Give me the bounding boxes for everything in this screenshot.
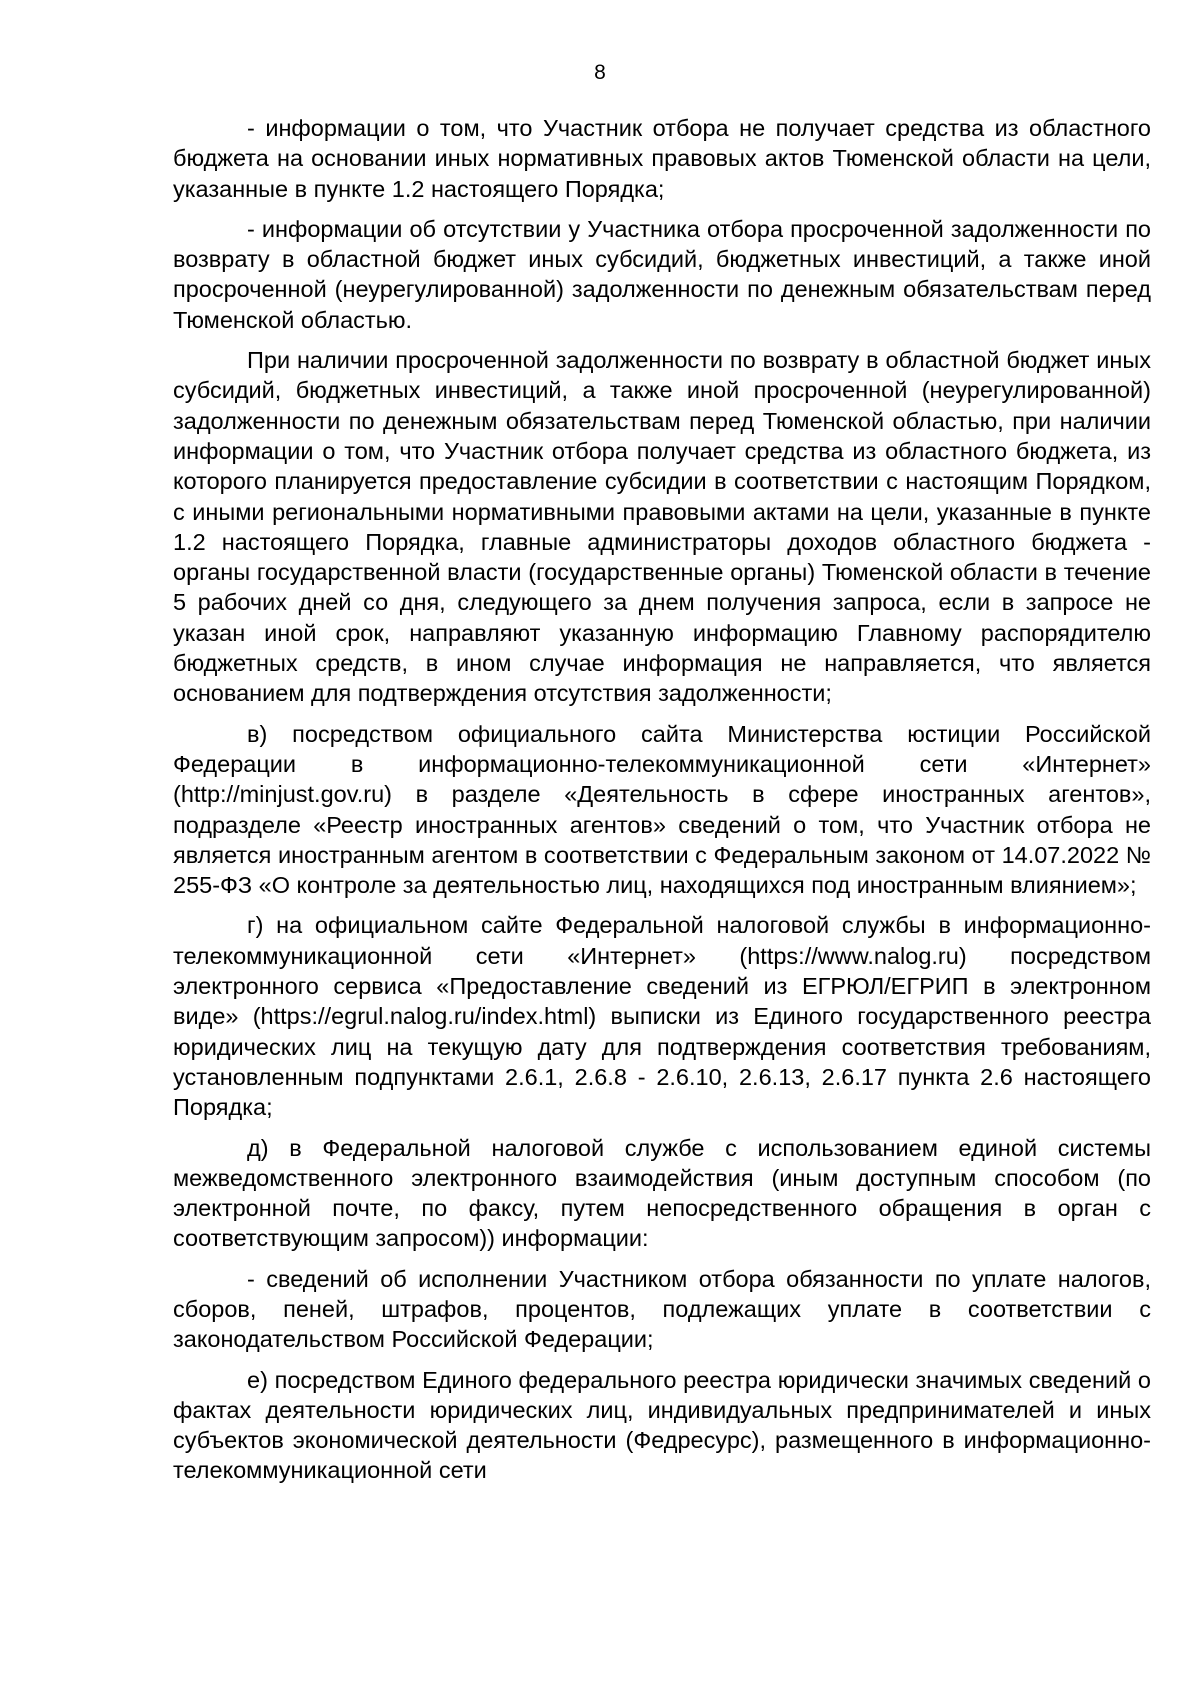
paragraph-item-e-fedresurs: е) посредством Единого федерального реестра юридически значимых сведений о фактах деятельности юридических лиц, индивидуальных предпринимателей и иных субъектов экономической деятельности (Федресурс), размещенного в информационно-телекоммуникационной сети — [173, 1366, 1151, 1484]
paragraph-info-no-overdue-debt: - информации об отсутствии у Участника отбора просроченной задолженности по возврату в областной бюджет иных субсидий, бюджетных инвестиций, а также иной просроченной (неурегулированной) задолженности по денежным обязательствам перед Тюменской областью. — [173, 215, 1151, 333]
page-number: 8 — [594, 61, 606, 84]
document-body — [173, 113, 1151, 1496]
paragraph-tax-obligations: - сведений об исполнении Участником отбора обязанности по уплате налогов, сборов, пеней, штрафов, процентов, подлежащих уплате в соответствии с законодательством Российской Федерации; — [173, 1265, 1151, 1353]
paragraph-info-no-budget-funds: - информации о том, что Участник отбора не получает средства из областного бюджета на основании иных нормативных правовых актов Тюменской области на цели, указанные в пункте 1.2 настоящего Порядка; — [173, 115, 1151, 202]
paragraph-item-v-minjust: в) посредством официального сайта Министерства юстиции Российской Федерации в информационно-телекоммуникационной сети «Интернет» (http://minjust.gov.ru) в разделе «Деятельность в сфере иностранных агентов», подразделе «Реестр иностранных агентов» сведений о том, что Участник отбора не является иностранным агентом в соответствии с Федеральным законом от 14.07.2022 № 255-ФЗ «О контроле за деятельностью лиц, находящихся под иностранным влиянием»; — [173, 720, 1151, 899]
paragraph-item-d-tax-service: д) в Федеральной налоговой службе с использованием единой системы межведомственного электронного взаимодействия (иным доступным способом (по электронной почте, по факсу, путем непосредственного обращения в орган с соответствующим запросом)) информации: — [173, 1134, 1151, 1252]
paragraph-item-g-nalog: г) на официальном сайте Федеральной налоговой службы в информационно-телекоммуникационной сети «Интернет» (https://www.nalog.ru) посредством электронного сервиса «Предоставление сведений из ЕГРЮЛ/ЕГРИП в электронном виде» (https://egrul.nalog.ru/index.html) выписки из Единого государственного реестра юридических лиц на текущую дату для подтверждения соответствия требованиям, установленным подпунктами 2.6.1, 2.6.8 - 2.6.10, 2.6.13, 2.6.17 пункта 2.6 настоящего Порядка; — [173, 912, 1151, 1121]
paragraph-overdue-debt-procedure: При наличии просроченной задолженности по возврату в областной бюджет иных субсидий, бюджетных инвестиций, а также иной просроченной (неурегулированной) задолженности по денежным обязательствам перед Тюменской областью, при наличии информации о том, что Участник отбора получает средства из областного бюджета, из которого планируется предоставление субсидии в соответствии с настоящим Порядком, с иными региональными нормативными правовыми актами на цели, указанные в пункте 1.2 настоящего Порядка, главные администраторы доходов областного бюджета - органы государственной власти (государственные органы) Тюменской области в течение 5 рабочих дней со дня, следующего за днем получения запроса, если в запросе не указан иной срок, направляют указанную информацию Главному распорядителю бюджетных средств, в ином случае информация не направляется, что является основанием для подтверждения отсутствия задолженности; — [173, 347, 1151, 707]
